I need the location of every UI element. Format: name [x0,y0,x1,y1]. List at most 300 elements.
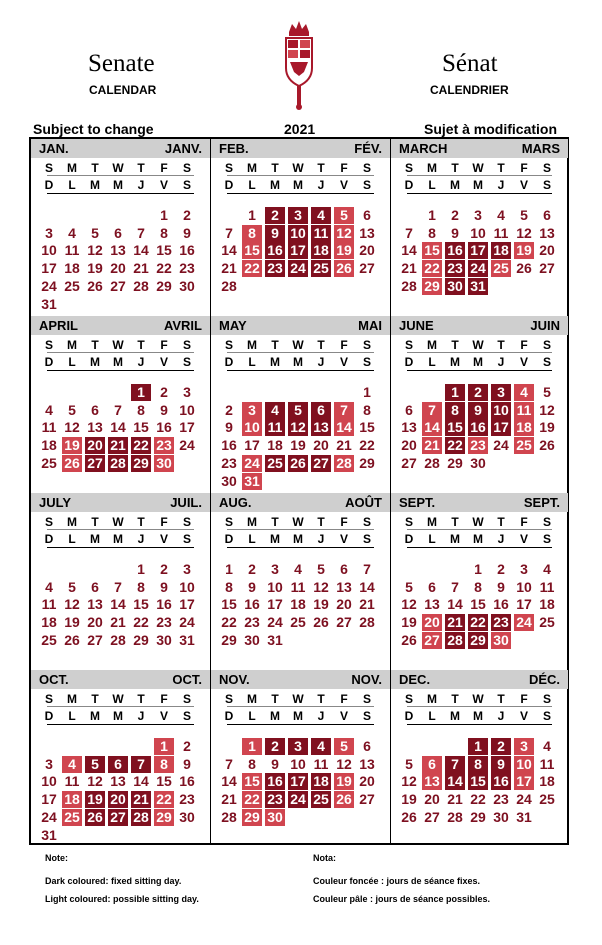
weekday-label: W [292,515,304,529]
day-cell: 6 [422,756,442,773]
day-cell: 23 [156,614,172,631]
day-cell: 9 [497,578,505,595]
weekday-row-english [391,514,568,529]
day-cell: 23 [491,614,511,631]
day-cell: 9 [183,755,191,772]
day-cell: 3 [242,402,262,419]
month-block [391,493,568,668]
day-cell: 15 [468,773,488,790]
day-cell: 18 [41,437,57,454]
day-cell: 25 [539,614,555,631]
weekday-label: S [182,338,191,352]
weekday-separator [47,175,194,176]
day-cell: 1 [428,207,436,223]
note-label-french: Nota: [313,853,336,863]
month-header [31,670,210,689]
day-cell: 29 [468,632,488,649]
month-header [391,670,568,689]
day-cell: 13 [359,224,375,241]
weekday-label: M [90,178,100,192]
day-cell: 12 [401,596,417,613]
day-cell: 22 [242,260,262,277]
weekday-row-french [211,177,390,192]
day-cell: 2 [248,561,256,577]
weekday-label: T [91,161,99,175]
weekday-row-english [31,691,210,706]
weekday-label: L [248,178,256,192]
weekday-separator [227,175,374,176]
weekday-label: S [224,338,233,352]
weekday-label: M [293,355,303,369]
day-cell: 1 [242,738,262,755]
day-cell: 16 [156,596,172,613]
weekday-label: S [44,515,53,529]
day-cell: 22 [359,437,375,454]
note-label-english: Note: [45,853,68,863]
weekday-label: J [497,178,505,192]
day-cell: 19 [514,242,534,259]
month-block [391,139,568,314]
day-cell: 10 [290,755,306,772]
weekday-label: M [90,709,100,723]
note-dark-english: Dark coloured: fixed sitting day. [45,876,182,886]
weekday-label: F [340,515,348,529]
weekday-label: D [44,532,54,546]
day-cell: 8 [363,401,371,418]
weekday-label: M [427,338,437,352]
note-dark-french: Couleur foncée : jours de séance fixes. [313,876,481,886]
weekday-label: T [91,515,99,529]
subtitle-english: CALENDAR [89,83,157,97]
day-cell: 18 [539,596,555,613]
day-cell: 24 [493,437,509,454]
weekday-label: D [404,355,414,369]
day-cell: 26 [401,631,417,648]
day-cell: 8 [154,756,174,773]
weekday-label: D [44,355,54,369]
day-cell: 11 [41,596,57,613]
weekday-label: D [404,709,414,723]
day-cell: 1 [160,207,168,223]
month-name-english: JULY [39,495,72,510]
day-cell: 3 [183,384,191,400]
day-cell: 29 [447,454,463,471]
day-cell: 16 [265,242,285,259]
day-cell: 5 [520,207,528,223]
weekday-label: L [428,532,436,546]
weekday-separator [407,193,552,194]
day-cell: 25 [311,791,331,808]
day-cell: 6 [428,578,436,595]
day-cell: 22 [242,791,262,808]
weekday-label: T [271,692,279,706]
weekday-label: S [362,355,371,369]
weekday-label: J [497,532,505,546]
day-cell: 29 [131,455,151,472]
day-cell: 23 [445,260,465,277]
senate-crest-icon [280,18,318,110]
day-cell: 14 [221,242,237,259]
weekday-label: M [293,178,303,192]
day-cell: 2 [160,384,168,400]
day-cell: 7 [422,402,442,419]
day-cell: 5 [85,756,105,773]
day-cell: 17 [267,596,283,613]
weekday-row-french [391,708,568,723]
day-cell: 11 [514,402,534,419]
weekday-label: M [450,178,460,192]
day-cell: 15 [156,242,172,259]
day-cell: 7 [137,224,145,241]
day-cell: 28 [447,808,463,825]
month-block [211,316,390,491]
day-cell: 10 [41,242,57,259]
day-cell: 8 [242,225,262,242]
month-name-english: APRIL [39,318,78,333]
day-cell: 16 [179,242,195,259]
day-cell: 22 [470,791,486,808]
weekday-separator [227,706,374,707]
day-cell: 8 [248,755,256,772]
weekday-row-english [31,337,210,352]
weekday-label: T [497,692,505,706]
day-cell: 25 [62,809,82,826]
weekday-label: S [542,709,551,723]
month-block [211,493,390,668]
weekday-label: T [137,692,145,706]
month-name-french: AOÛT [345,495,382,510]
day-cell: 19 [85,791,105,808]
day-cell: 4 [497,207,505,223]
day-cell: 12 [87,242,103,259]
day-cell: 16 [221,437,237,454]
weekday-label: M [67,515,77,529]
weekday-label: T [451,692,459,706]
weekday-label: V [159,178,168,192]
weekday-separator [227,352,374,353]
weekday-label: S [362,338,371,352]
day-cell: 27 [336,614,352,631]
weekday-label: L [68,355,76,369]
weekday-separator [227,529,374,530]
day-cell: 22 [445,437,465,454]
day-cell: 2 [491,738,511,755]
day-cell: 17 [516,596,532,613]
day-cell: 4 [294,561,302,577]
weekday-row-french [391,531,568,546]
day-cell: 22 [154,791,174,808]
day-cell: 19 [290,437,306,454]
weekday-row-french [211,531,390,546]
day-cell: 18 [267,437,283,454]
day-cell: 27 [359,791,375,808]
day-cell: 10 [516,578,532,595]
day-cell: 19 [87,260,103,277]
day-cell: 5 [68,578,76,595]
day-cell: 23 [244,614,260,631]
day-cell: 27 [539,260,555,277]
weekday-label: D [44,178,54,192]
day-cell: 5 [68,401,76,418]
day-cell: 2 [497,561,505,577]
day-cell: 15 [422,242,442,259]
day-cell: 2 [468,384,488,401]
day-cell: 8 [468,756,488,773]
day-cell: 6 [363,738,371,754]
day-cell: 17 [468,242,488,259]
note-light-english: Light coloured: possible sitting day. [45,894,199,904]
day-cell: 20 [424,791,440,808]
day-cell: 8 [445,402,465,419]
day-cell: 28 [131,809,151,826]
weekday-label: L [428,709,436,723]
month-block [31,316,210,491]
day-cell: 11 [311,225,331,242]
weekday-label: T [317,515,325,529]
day-cell: 17 [288,242,308,259]
weekday-label: T [91,692,99,706]
day-cell: 26 [87,277,103,294]
day-cell: 30 [221,472,237,489]
day-cell: 20 [336,596,352,613]
weekday-separator [227,724,374,725]
month-header [211,316,390,335]
day-cell: 10 [288,225,308,242]
weekday-label: S [182,532,191,546]
weekday-row-english [391,337,568,352]
month-name-french: NOV. [351,672,382,687]
day-cell: 7 [131,756,151,773]
weekday-label: L [68,532,76,546]
weekday-label: S [362,161,371,175]
day-cell: 26 [64,631,80,648]
day-cell: 3 [520,561,528,577]
day-cell: 3 [271,561,279,577]
day-cell: 12 [516,224,532,241]
day-cell: 28 [359,614,375,631]
month-name-english: AUG. [219,495,252,510]
weekday-row-english [211,691,390,706]
day-cell: 28 [110,631,126,648]
title-english: Senate [88,50,155,77]
day-cell: 30 [154,455,174,472]
day-cell: 7 [114,578,122,595]
weekday-label: T [451,515,459,529]
weekday-row-french [31,354,210,369]
month-header [391,493,568,512]
day-cell: 18 [311,242,331,259]
weekday-label: J [317,709,325,723]
day-cell: 14 [401,242,417,259]
weekday-separator [47,547,194,548]
day-cell: 14 [422,419,442,436]
month-block [211,670,390,845]
day-cell: 30 [493,808,509,825]
weekday-row-english [31,514,210,529]
day-cell: 6 [91,401,99,418]
day-cell: 24 [468,260,488,277]
weekday-separator [227,193,374,194]
day-cell: 16 [468,419,488,436]
weekday-label: M [247,692,257,706]
weekday-label: M [427,161,437,175]
day-cell: 23 [493,791,509,808]
day-cell: 31 [267,631,283,648]
day-cell: 8 [428,224,436,241]
day-cell: 17 [41,791,57,808]
day-cell: 7 [451,578,459,595]
weekday-label: T [317,338,325,352]
day-cell: 2 [265,207,285,224]
day-cell: 15 [133,419,149,436]
month-name-french: JANV. [164,141,202,156]
weekday-label: W [112,515,124,529]
day-cell: 17 [244,437,260,454]
day-cell: 15 [221,596,237,613]
day-cell: 12 [401,773,417,790]
month-name-english: FEB. [219,141,249,156]
day-cell: 12 [64,596,80,613]
day-cell: 26 [334,260,354,277]
weekday-label: T [451,161,459,175]
weekday-separator [47,724,194,725]
day-cell: 3 [45,755,53,772]
day-cell: 12 [539,401,555,418]
day-cell: 10 [179,578,195,595]
weekday-label: V [339,178,348,192]
weekday-label: S [362,709,371,723]
day-cell: 23 [179,791,195,808]
day-cell: 13 [311,419,331,436]
weekday-label: L [248,532,256,546]
day-cell: 27 [110,277,126,294]
weekday-label: T [271,161,279,175]
day-cell: 30 [179,808,195,825]
day-cell: 18 [311,773,331,790]
day-cell: 24 [516,791,532,808]
day-cell: 12 [87,773,103,790]
day-cell: 21 [422,437,442,454]
day-cell: 3 [514,738,534,755]
weekday-separator [47,529,194,530]
day-cell: 10 [470,224,486,241]
day-cell: 28 [221,277,237,294]
day-cell: 31 [516,808,532,825]
weekday-label: S [362,515,371,529]
day-cell: 3 [183,561,191,577]
day-cell: 19 [334,242,354,259]
day-cell: 10 [514,756,534,773]
day-cell: 7 [225,224,233,241]
weekday-label: S [542,161,551,175]
weekday-label: W [112,338,124,352]
day-cell: 2 [183,738,191,754]
weekday-label: M [450,532,460,546]
day-cell: 4 [62,756,82,773]
weekday-label: T [317,692,325,706]
day-cell: 29 [242,809,262,826]
day-cell: 27 [85,455,105,472]
weekday-label: V [519,355,528,369]
month-name-english: JAN. [39,141,69,156]
day-cell: 3 [474,207,482,223]
day-cell: 7 [363,561,371,577]
weekday-label: W [112,692,124,706]
weekday-label: M [67,338,77,352]
weekday-row-english [211,337,390,352]
day-cell: 2 [160,561,168,577]
day-cell: 24 [288,791,308,808]
weekday-label: F [520,338,528,352]
day-cell: 2 [451,207,459,223]
day-cell: 9 [248,578,256,595]
month-name-french: MARS [521,141,560,156]
weekday-label: S [542,338,551,352]
day-cell: 30 [491,632,511,649]
weekday-label: S [542,515,551,529]
day-cell: 10 [267,578,283,595]
weekday-label: J [497,709,505,723]
day-cell: 9 [451,224,459,241]
day-cell: 24 [41,277,57,294]
day-cell: 28 [445,632,465,649]
day-cell: 16 [445,242,465,259]
weekday-label: V [159,355,168,369]
day-cell: 6 [91,578,99,595]
day-cell: 8 [474,578,482,595]
weekday-label: S [542,532,551,546]
weekday-label: S [404,161,413,175]
day-cell: 26 [313,614,329,631]
day-cell: 15 [242,242,262,259]
day-cell: 21 [221,260,237,277]
weekday-label: S [224,515,233,529]
day-cell: 20 [401,437,417,454]
weekday-label: J [137,355,145,369]
day-cell: 23 [265,791,285,808]
weekday-label: J [137,178,145,192]
month-block [31,670,210,845]
day-cell: 21 [401,260,417,277]
day-cell: 18 [41,614,57,631]
day-cell: 19 [64,614,80,631]
day-cell: 25 [514,437,534,454]
weekday-label: J [317,355,325,369]
day-cell: 5 [543,384,551,400]
weekday-label: S [182,178,191,192]
day-cell: 4 [514,384,534,401]
day-cell: 30 [470,454,486,471]
day-cell: 15 [156,773,172,790]
day-cell: 11 [41,419,57,436]
day-cell: 28 [221,808,237,825]
day-cell: 4 [543,738,551,754]
weekday-label: S [404,515,413,529]
weekday-label: J [497,355,505,369]
month-name-french: DÉC. [528,672,560,687]
month-name-english: DEC. [399,672,431,687]
day-cell: 13 [87,596,103,613]
weekday-label: J [317,532,325,546]
weekday-label: L [68,178,76,192]
day-cell: 21 [131,791,151,808]
day-cell: 22 [156,260,172,277]
weekday-label: M [247,515,257,529]
weekday-row-english [211,514,390,529]
day-cell: 13 [539,224,555,241]
weekday-separator [47,370,194,371]
day-cell: 3 [288,738,308,755]
